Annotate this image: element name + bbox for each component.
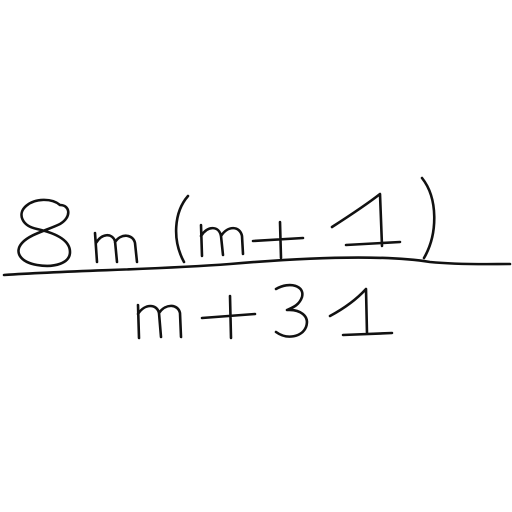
fraction-bar bbox=[4, 258, 510, 275]
glyph-plus-2 bbox=[202, 296, 255, 338]
denominator bbox=[138, 285, 392, 338]
glyph-open-paren bbox=[176, 196, 188, 262]
glyph-m bbox=[95, 233, 137, 262]
glyph-8 bbox=[18, 200, 70, 266]
glyph-1 bbox=[332, 194, 400, 246]
glyph-close-paren bbox=[422, 178, 434, 258]
glyph-1-2 bbox=[330, 289, 392, 335]
numerator bbox=[18, 178, 434, 266]
glyph-m-3 bbox=[138, 305, 181, 338]
glyph-plus bbox=[253, 222, 303, 258]
glyph-m-2 bbox=[201, 225, 243, 256]
glyph-3 bbox=[276, 285, 307, 337]
